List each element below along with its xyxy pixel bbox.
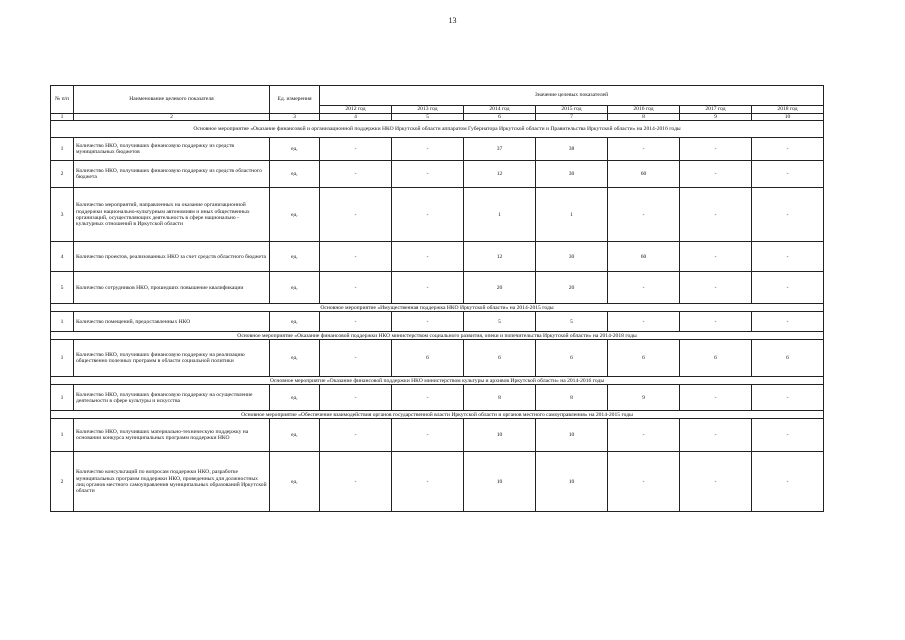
value-cell: -: [320, 188, 392, 242]
header-values-title: Значение целевых показателей: [320, 86, 824, 106]
value-cell: -: [608, 188, 680, 242]
column-number: 2: [74, 114, 270, 121]
value-cell: 6: [752, 340, 824, 377]
column-number: 4: [320, 114, 392, 121]
header-name: Наименование целевого показателя: [74, 86, 270, 114]
value-cell: -: [320, 242, 392, 272]
value-cell: -: [752, 272, 824, 304]
section-row: [51, 377, 824, 385]
header-year: 2015 год: [536, 106, 608, 114]
value-cell: -: [680, 312, 752, 332]
row-number: 5: [51, 272, 74, 304]
unit-cell: ед.: [270, 272, 320, 304]
indicator-row: [51, 161, 824, 188]
value-cell: -: [320, 419, 392, 452]
value-cell: -: [680, 385, 752, 411]
value-cell: 20: [536, 272, 608, 304]
column-number: 8: [608, 114, 680, 121]
section-title: Основное мероприятие «Обеспечение взаимодействия органов государственной власти Иркутской области и органов местного самоуправления» на 2014-2015 годы: [51, 411, 824, 419]
value-cell: 6: [680, 340, 752, 377]
value-cell: 8: [464, 385, 536, 411]
value-cell: -: [608, 419, 680, 452]
column-number: 9: [680, 114, 752, 121]
indicator-name: Количество НКО, получивших материально-техническую поддержку на основании конкурса муниципальных программ поддержки НКО: [74, 419, 270, 452]
value-cell: -: [752, 188, 824, 242]
value-cell: 30: [536, 161, 608, 188]
indicator-row: [51, 452, 824, 512]
value-cell: -: [680, 188, 752, 242]
section-row: [51, 304, 824, 312]
indicator-name: Количество НКО, получивших финансовую поддержку на осуществление деятельности в сфере культуры и искусства: [74, 385, 270, 411]
row-number: 1: [51, 138, 74, 161]
value-cell: -: [392, 419, 464, 452]
value-cell: 6: [608, 340, 680, 377]
unit-cell: ед.: [270, 340, 320, 377]
value-cell: 1: [536, 188, 608, 242]
value-cell: -: [680, 452, 752, 512]
header-unit: Ед. измерения: [270, 86, 320, 114]
indicator-name: Количество НКО, получивших финансовую поддержку из средств муниципальных бюджетов: [74, 138, 270, 161]
section-title: Основное мероприятие «Оказание финансовой и организационной поддержки НКО Иркутской области аппаратом Губернатора Иркутской области и Правительства Иркутской области» на 2014-2016 годы: [51, 121, 824, 138]
value-cell: -: [752, 161, 824, 188]
value-cell: -: [752, 138, 824, 161]
row-number: 1: [51, 312, 74, 332]
value-cell: -: [680, 242, 752, 272]
indicator-name: Количество НКО, получивших финансовую поддержку на реализацию общественно полезных программ в области социальной политики: [74, 340, 270, 377]
unit-cell: ед.: [270, 188, 320, 242]
unit-cell: ед.: [270, 242, 320, 272]
row-number: 2: [51, 161, 74, 188]
header-year: 2012 год: [320, 106, 392, 114]
column-number: 1: [51, 114, 74, 121]
value-cell: 12: [464, 242, 536, 272]
section-row: [51, 332, 824, 340]
value-cell: 6: [464, 340, 536, 377]
row-number: 1: [51, 385, 74, 411]
value-cell: -: [320, 340, 392, 377]
header-num: № п/п: [51, 86, 74, 114]
row-number: 1: [51, 340, 74, 377]
value-cell: 12: [464, 161, 536, 188]
section-title: Основное мероприятие «Оказание финансовой поддержки НКО министерством культуры и архивов Иркутской области» на 2014-2016 годы: [51, 377, 824, 385]
value-cell: -: [392, 138, 464, 161]
value-cell: 10: [464, 452, 536, 512]
indicator-row: [51, 242, 824, 272]
row-number: 4: [51, 242, 74, 272]
indicator-row: [51, 272, 824, 304]
value-cell: -: [608, 312, 680, 332]
value-cell: -: [320, 161, 392, 188]
indicator-name: Количество проектов, реализованных НКО за счет средств областного бюджета: [74, 242, 270, 272]
indicator-row: [51, 188, 824, 242]
value-cell: -: [320, 272, 392, 304]
column-number: 10: [752, 114, 824, 121]
section-row: [51, 411, 824, 419]
value-cell: -: [392, 272, 464, 304]
value-cell: -: [392, 188, 464, 242]
indicator-name: Количество консультаций по вопросам поддержки НКО, разработке муниципальных программ поддержки НКО, проведенных для должностных лиц органов местного самоуправления муниципальных образований Иркутской области: [74, 452, 270, 512]
value-cell: -: [608, 272, 680, 304]
header-year: 2018 год: [752, 106, 824, 114]
indicator-name: Количество помещений, предоставленных НКО: [74, 312, 270, 332]
page-number: 13: [448, 16, 457, 25]
indicator-row: [51, 138, 824, 161]
unit-cell: ед.: [270, 312, 320, 332]
indicator-row: [51, 312, 824, 332]
indicator-name: Количество НКО, получивших финансовую поддержку из средств областного бюджета: [74, 161, 270, 188]
value-cell: 10: [464, 419, 536, 452]
row-number: 3: [51, 188, 74, 242]
value-cell: 6: [536, 340, 608, 377]
column-number: 7: [536, 114, 608, 121]
value-cell: -: [680, 138, 752, 161]
indicator-name: Количество мероприятий, направленных на оказание организационной поддержки национально-культурным автономиям и иных общественных организаций, осуществляющих деятельность в сфере национально - культурных отношений в Иркутской области: [74, 188, 270, 242]
value-cell: -: [752, 419, 824, 452]
value-cell: 10: [536, 452, 608, 512]
column-number: 6: [464, 114, 536, 121]
value-cell: -: [752, 385, 824, 411]
value-cell: 5: [536, 312, 608, 332]
section-title: Основное мероприятие «Имущественная поддержка НКО Иркутской области» на 2014-2015 годы: [51, 304, 824, 312]
value-cell: -: [752, 312, 824, 332]
value-cell: 60: [608, 242, 680, 272]
value-cell: -: [392, 452, 464, 512]
value-cell: 37: [464, 138, 536, 161]
header-year: 2016 год: [608, 106, 680, 114]
value-cell: 9: [608, 385, 680, 411]
header-year: 2017 год: [680, 106, 752, 114]
value-cell: -: [320, 138, 392, 161]
value-cell: 20: [464, 272, 536, 304]
value-cell: -: [752, 452, 824, 512]
value-cell: 6: [392, 340, 464, 377]
indicator-row: [51, 385, 824, 411]
value-cell: 5: [464, 312, 536, 332]
indicator-row: [51, 419, 824, 452]
column-number: 5: [392, 114, 464, 121]
value-cell: 60: [608, 161, 680, 188]
value-cell: -: [608, 452, 680, 512]
indicator-row: [51, 340, 824, 377]
value-cell: -: [320, 312, 392, 332]
unit-cell: ед.: [270, 385, 320, 411]
value-cell: -: [392, 385, 464, 411]
value-cell: 1: [464, 188, 536, 242]
unit-cell: ед.: [270, 452, 320, 512]
header-year: 2014 год: [464, 106, 536, 114]
row-number: 1: [51, 419, 74, 452]
value-cell: -: [392, 242, 464, 272]
unit-cell: ед.: [270, 419, 320, 452]
section-row: [51, 121, 824, 138]
value-cell: 8: [536, 385, 608, 411]
unit-cell: ед.: [270, 161, 320, 188]
header-year: 2013 год: [392, 106, 464, 114]
indicator-name: Количество сотрудников НКО, прошедших повышение квалификации: [74, 272, 270, 304]
row-number: 2: [51, 452, 74, 512]
column-number: 3: [270, 114, 320, 121]
value-cell: -: [320, 452, 392, 512]
value-cell: -: [680, 161, 752, 188]
target-indicators-table: [50, 85, 824, 512]
value-cell: -: [320, 385, 392, 411]
value-cell: -: [752, 242, 824, 272]
value-cell: -: [392, 161, 464, 188]
value-cell: 30: [536, 242, 608, 272]
value-cell: 38: [536, 138, 608, 161]
section-title: Основное мероприятие «Оказание финансовой поддержки НКО министерством социального развития, опеки и попечительства Иркутской области» на 2014-2018 годы: [51, 332, 824, 340]
value-cell: 10: [536, 419, 608, 452]
unit-cell: ед.: [270, 138, 320, 161]
value-cell: -: [680, 272, 752, 304]
value-cell: -: [392, 312, 464, 332]
value-cell: -: [680, 419, 752, 452]
value-cell: -: [608, 138, 680, 161]
